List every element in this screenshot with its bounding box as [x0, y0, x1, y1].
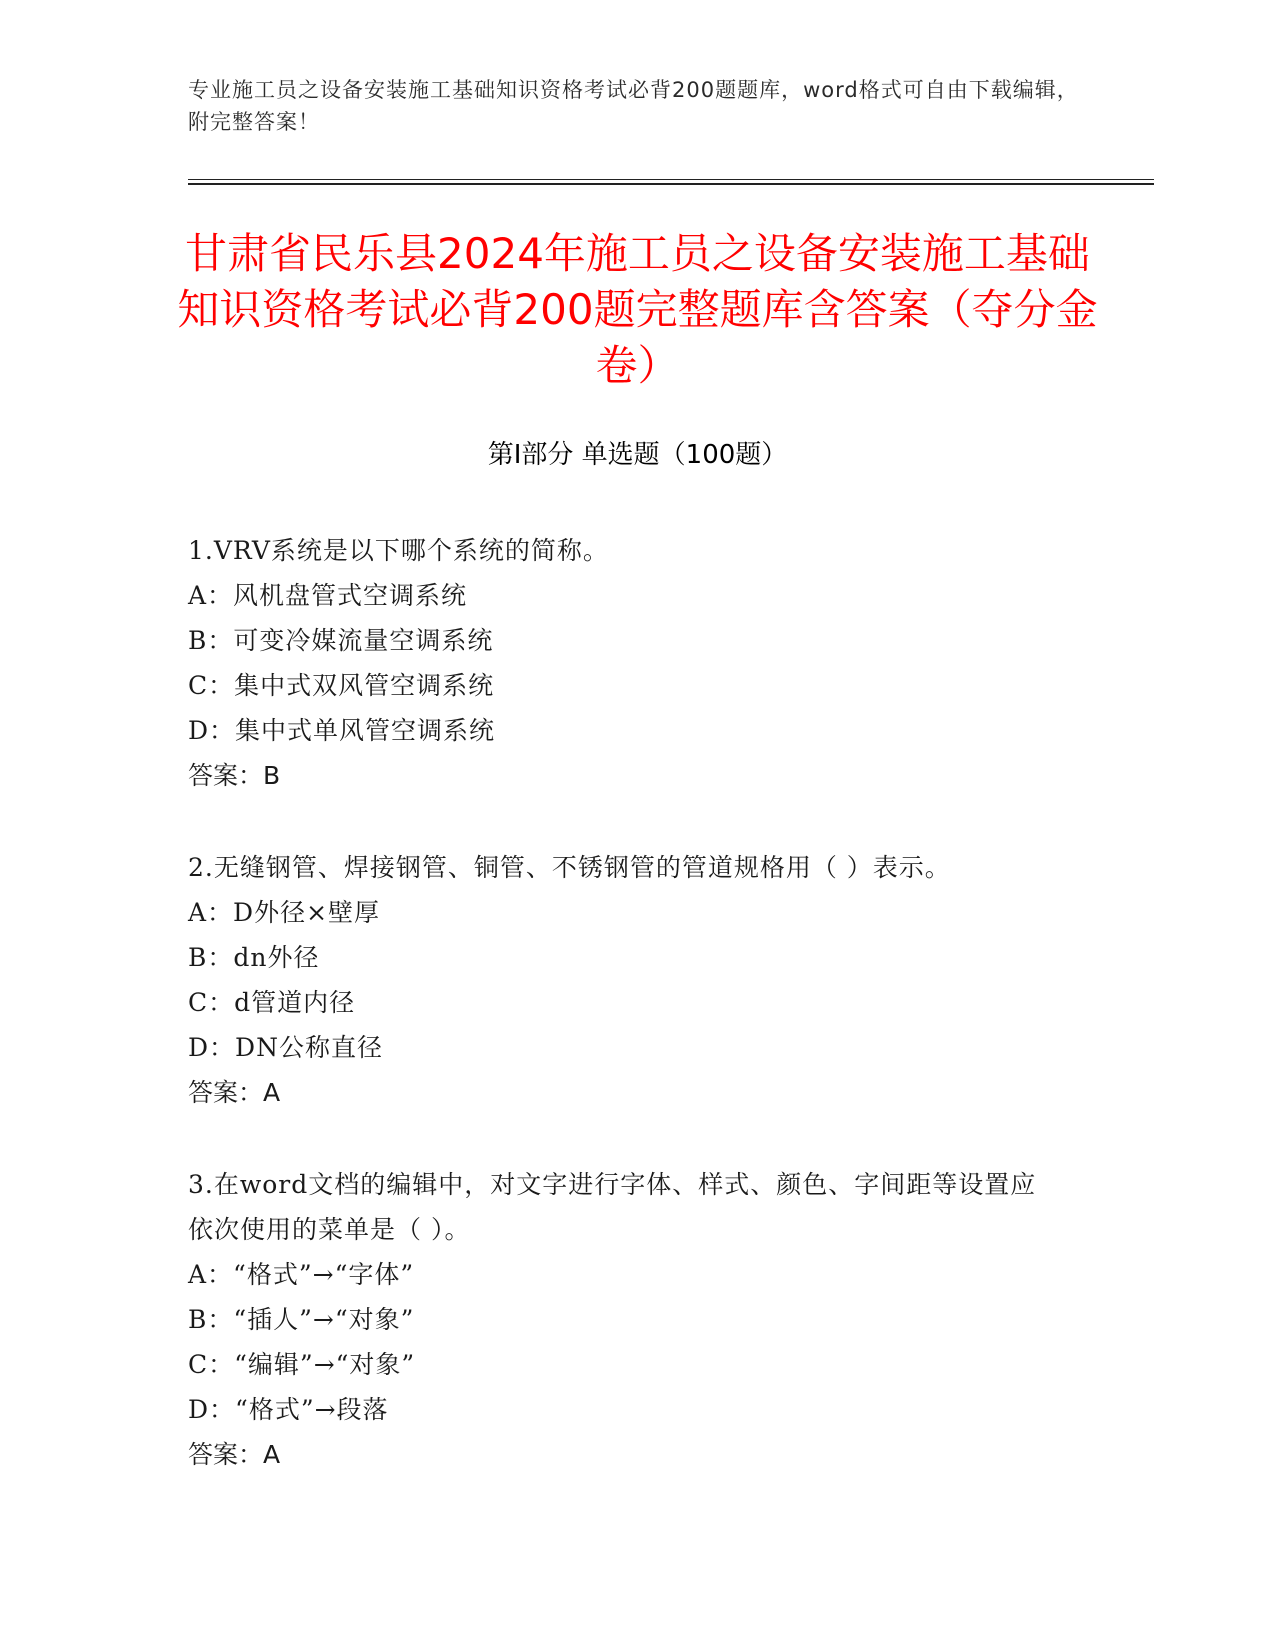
option-a: A：D外径×壁厚	[188, 898, 381, 927]
option-b: B：dn外径	[188, 943, 320, 972]
option-c: C：集中式双风管空调系统	[188, 671, 495, 700]
question-stem: 3.在word文档的编辑中，对文字进行字体、样式、颜色、字间距等设置应依次使用的菜单是（ ）。	[188, 1170, 1037, 1244]
option-d: D：“格式”→段落	[188, 1395, 389, 1424]
question-3	[188, 1162, 1088, 1477]
option-d: D：集中式单风管空调系统	[188, 716, 496, 745]
question-list	[188, 528, 1088, 1524]
question-2	[188, 845, 1088, 1115]
answer: 答案：B	[188, 761, 281, 790]
question-stem: 2.无缝钢管、焊接钢管、铜管、不锈钢管的管道规格用（ ）表示。	[188, 853, 951, 882]
option-d: D：DN公称直径	[188, 1033, 383, 1062]
header-divider-thin	[188, 179, 1154, 180]
question-stem: 1.VRV系统是以下哪个系统的简称。	[188, 536, 609, 565]
option-c: C：“编辑”→“对象”	[188, 1350, 416, 1379]
question-1	[188, 528, 1088, 798]
header-divider-thick	[188, 183, 1154, 185]
answer: 答案：A	[188, 1440, 281, 1469]
option-c: C：d管道内径	[188, 988, 356, 1017]
answer: 答案：A	[188, 1078, 281, 1107]
document-title: 甘肃省民乐县2024年施工员之设备安装施工基础知识资格考试必背200题完整题库含答案（夺分金卷）	[177, 229, 1098, 390]
section-heading: 第I部分 单选题（100题）	[487, 440, 788, 470]
option-b: B：可变冷媒流量空调系统	[188, 626, 494, 655]
option-a: A：“格式”→“字体”	[188, 1260, 415, 1289]
option-b: B：“插人”→“对象”	[188, 1305, 415, 1334]
option-a: A：风机盘管式空调系统	[188, 581, 468, 610]
header-note: 专业施工员之设备安装施工基础知识资格考试必背200题题库，word格式可自由下载编辑，附完整答案！	[188, 78, 1079, 134]
